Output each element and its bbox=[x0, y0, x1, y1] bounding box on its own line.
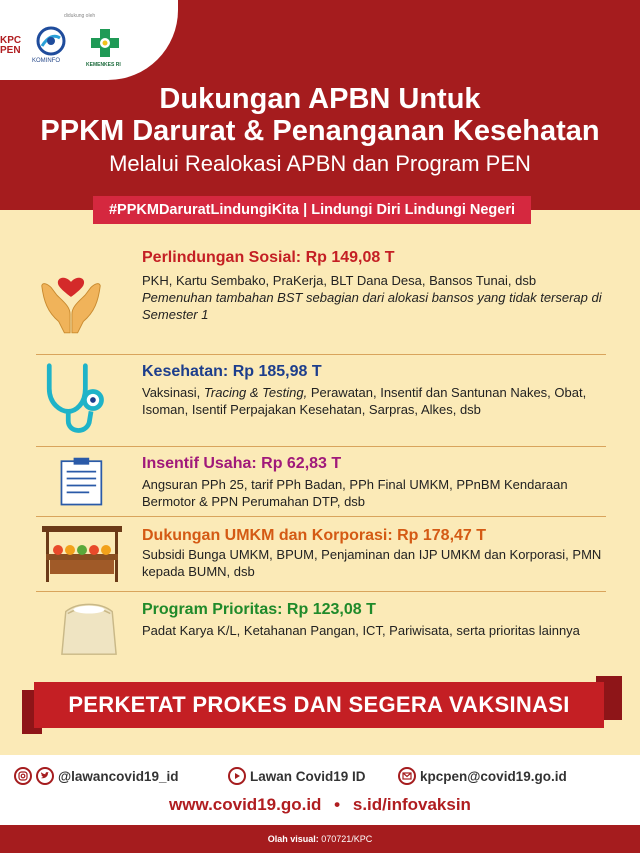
footer bbox=[0, 755, 640, 825]
section-body bbox=[142, 272, 612, 323]
social-instagram-twitter[interactable] bbox=[14, 765, 178, 787]
section-title: Insentif Usaha: Rp 62,83 T bbox=[142, 455, 342, 472]
youtube-icon bbox=[228, 767, 246, 785]
section-title: Kesehatan: Rp 185,98 T bbox=[142, 363, 322, 380]
section-body: Subsidi Bunga UMKM, BPUM, Penjaminan dan IJP UMKM dan Korporasi, PMN kepada BUMN, dsb bbox=[142, 547, 602, 579]
title-line-1: Dukungan APBN Untuk bbox=[159, 83, 481, 115]
section-title: Program Prioritas: Rp 123,08 T bbox=[142, 601, 376, 618]
twitter-icon bbox=[36, 767, 54, 785]
credit-bar bbox=[0, 825, 640, 853]
section-insentif-usaha bbox=[0, 454, 640, 514]
section-title: Dukungan UMKM dan Korporasi: Rp 178,47 T bbox=[142, 527, 487, 544]
section-body-italic: Tracing & Testing, bbox=[203, 385, 308, 400]
supported-by-text: didukung oleh bbox=[64, 13, 96, 19]
section-body-post: Perawatan, Insentif dan Santunan Nakes, Obat, Isoman, Isentif Perpajakan Kesehatan, Sarpras, Alkes, dsb bbox=[142, 385, 587, 417]
kominfo-logo-icon bbox=[36, 26, 66, 56]
rice-sack-icon bbox=[58, 600, 120, 660]
social-email[interactable] bbox=[398, 765, 567, 787]
link-separator: • bbox=[334, 795, 341, 814]
section-note: Pemenuhan tambahan BST sebagian dari alokasi bansos yang tidak terserap di Semester 1 bbox=[142, 290, 602, 322]
kemenkes-label: KEMENKES RI bbox=[86, 62, 121, 68]
website-link[interactable]: www.covid19.go.id bbox=[169, 795, 322, 814]
infovaksin-link[interactable]: s.id/infovaksin bbox=[352, 795, 471, 814]
section-body-text: PKH, Kartu Sembako, PraKerja, BLT Dana Desa, Bansos Tunai, dsb bbox=[142, 273, 537, 288]
divider bbox=[36, 591, 606, 592]
stethoscope-icon bbox=[38, 362, 108, 438]
divider bbox=[36, 354, 606, 355]
banner-text: PERKETAT PROKES DAN SEGERA VAKSINASI bbox=[68, 692, 570, 717]
section-umkm-korporasi bbox=[0, 526, 640, 590]
logo-panel bbox=[0, 0, 178, 80]
section-kesehatan bbox=[0, 362, 640, 446]
kemenkes-logo-icon bbox=[88, 26, 122, 60]
kpc-pen-logo: KPC PEN bbox=[0, 35, 22, 56]
section-body bbox=[142, 384, 612, 418]
kominfo-label: KOMINFO bbox=[32, 58, 60, 64]
divider bbox=[36, 516, 606, 517]
social-youtube[interactable] bbox=[228, 765, 366, 787]
subtitle: Melalui Realokasi APBN dan Program PEN bbox=[109, 151, 531, 176]
email-address: kpcpen@covid19.go.id bbox=[420, 768, 567, 784]
hands-heart-icon bbox=[38, 258, 104, 336]
section-title: Perlindungan Sosial: Rp 149,08 T bbox=[142, 249, 395, 266]
section-body: Padat Karya K/L, Ketahanan Pangan, ICT, Pariwisata, serta prioritas lainnya bbox=[142, 623, 580, 638]
hashtag-banner: #PPKMDaruratLindungiKita | Lindungi Diri Lindungi Negeri bbox=[93, 196, 531, 224]
social-handle: @lawancovid19_id bbox=[58, 768, 179, 784]
cta-banner bbox=[22, 676, 622, 736]
section-body: Angsuran PPh 25, tarif PPh Badan, PPh Final UMKM, PPnBM Kendaraan Bermotor & PPN Perumahan DTP, dsb bbox=[142, 477, 568, 509]
credit-value: 070721/KPC bbox=[321, 834, 373, 844]
email-icon bbox=[398, 767, 416, 785]
credit-label: Olah visual: bbox=[267, 834, 319, 844]
section-body-pre: Vaksinasi, bbox=[142, 385, 204, 400]
section-perlindungan-sosial bbox=[0, 248, 640, 352]
title-line-2: PPKM Darurat & Penanganan Kesehatan bbox=[40, 115, 600, 147]
instagram-icon bbox=[14, 767, 32, 785]
header bbox=[0, 0, 640, 200]
section-program-prioritas bbox=[0, 600, 640, 660]
web-links bbox=[0, 795, 640, 815]
market-stall-icon bbox=[42, 526, 122, 582]
clipboard-icon bbox=[58, 454, 110, 510]
youtube-channel: Lawan Covid19 ID bbox=[250, 768, 366, 784]
divider bbox=[36, 446, 606, 447]
